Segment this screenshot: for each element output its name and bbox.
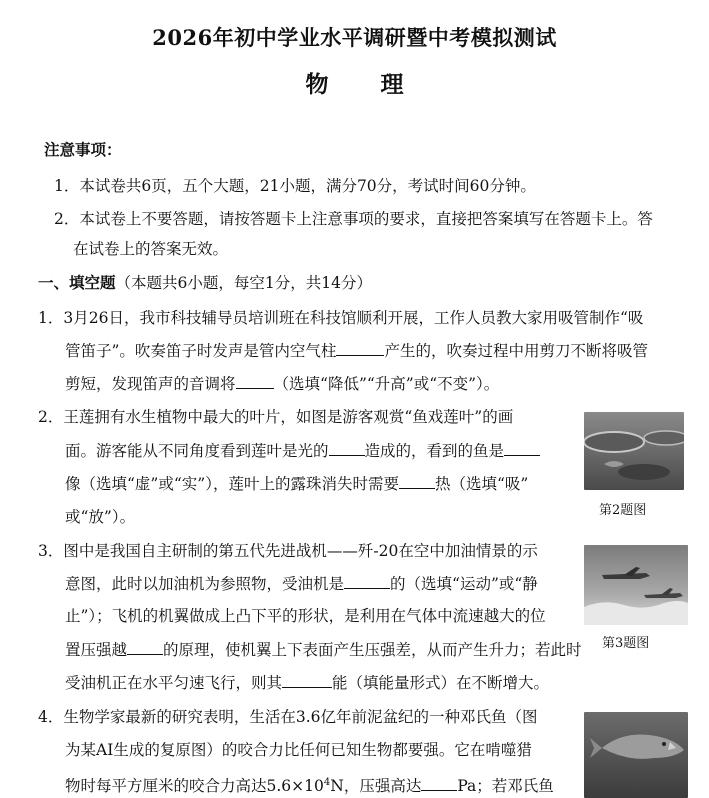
figure-3-caption: 第3题图 [602, 636, 650, 651]
q4-text: N，压强高达 [330, 777, 422, 796]
q4-text: 物时每平方厘米的咬合力高达5.6×10 [65, 777, 324, 796]
section-1-desc: （本题共6小题，每空1分，共14分） [115, 274, 372, 292]
q3-text: 受油机正在水平匀速飞行，则其 [65, 674, 283, 692]
q4-line-3 [65, 772, 554, 797]
q3-line-3: 止”）；飞机的机翼做成上凸下平的形状，是利用在气体中流速越大的位 [65, 607, 546, 625]
q1-text: 管笛子”。吹奏笛子时发声是管内空气柱 [65, 342, 337, 360]
q3-line-1: 3．图中是我国自主研制的第五代先进战机——歼-20在空中加油情景的示 [38, 542, 538, 560]
figure-2-caption: 第2题图 [599, 503, 647, 518]
notes-item-2-line-1: 2．本试卷上不要答题，请按答题卡上注意事项的要求，直接把答案填写在答题卡上。答 [54, 210, 653, 228]
answer-blank[interactable] [336, 339, 384, 356]
q1-line-3 [65, 372, 499, 395]
q4-text: Pa；若邓氏鱼 [457, 777, 554, 796]
q2-text: 像（选填“虚”或“实”），莲叶上的露珠消失时需要 [65, 475, 399, 493]
answer-blank[interactable] [421, 774, 457, 791]
q1-line-2 [65, 339, 648, 362]
q3-line-4 [65, 638, 582, 661]
answer-blank[interactable] [127, 638, 163, 655]
q1-text: 剪短，发现笛声的音调将 [65, 375, 236, 393]
q2-text: 热（选填“吸” [434, 475, 529, 493]
q3-line-5 [65, 671, 549, 694]
answer-blank[interactable] [504, 439, 540, 456]
q3-text: 能（填能量形式）在不断增大。 [332, 674, 550, 692]
answer-blank[interactable] [399, 472, 435, 489]
q2-line-1: 2．王莲拥有水生植物中最大的叶片，如图是游客观赏“鱼戏莲叶”的画 [38, 408, 514, 426]
section-1-heading: 一、填空题 [38, 273, 116, 292]
q3-text: 意图，此时以加油机为参照物，受油机是 [65, 575, 345, 593]
exam-title: 2026年初中学业水平调研暨中考模拟测试 [152, 25, 557, 50]
q4-line-2: 为某AI生成的复原图）的咬合力比任何已知生物都要强。它在啃噬猎 [65, 741, 532, 759]
answer-blank[interactable] [344, 572, 390, 589]
notes-heading: 注意事项： [44, 140, 122, 159]
section-1-heading-row [38, 272, 372, 294]
lotus-leaf-photo [584, 412, 684, 490]
q1-line-1: 1．3月26日，我市科技辅导员培训班在科技馆顺利开展，工作人员教大家用吸管制作“吸 [38, 309, 644, 327]
q2-text: 面。游客能从不同角度看到莲叶是光的 [65, 442, 329, 460]
q3-text: 的原理，使机翼上下表面产生压强差，从而产生升力；若此时 [163, 641, 582, 659]
q2-line-3 [65, 472, 528, 495]
j20-refueling-photo [584, 545, 688, 625]
answer-blank[interactable] [236, 372, 274, 389]
q1-text: 产生的，吹奏过程中用剪刀不断将吸管 [384, 342, 648, 360]
notes-item-1: 1．本试卷共6页，五个大题，21小题，满分70分，考试时间60分钟。 [54, 177, 536, 195]
q1-text: （选填“降低”“升高”或“不变”）。 [273, 375, 500, 393]
q3-text: 的（选填“运动”或“静 [390, 575, 538, 593]
answer-blank[interactable] [282, 671, 332, 688]
exam-subject: 物 理 [305, 71, 426, 98]
q4-line-1: 4．生物学家最新的研究表明，生活在3.6亿年前泥盆纪的一种邓氏鱼（图 [38, 708, 538, 726]
q4-exponent: 4 [323, 777, 331, 788]
q3-line-2 [65, 572, 538, 595]
notes-item-2-line-2: 在试卷上的答案无效。 [73, 240, 229, 258]
q3-text: 置压强越 [65, 641, 128, 659]
answer-blank[interactable] [329, 439, 365, 456]
q2-line-2 [65, 439, 540, 462]
q2-line-4: 或“放”）。 [65, 508, 136, 526]
q2-text: 造成的，看到的鱼是 [364, 442, 505, 460]
dunkleosteus-photo [584, 712, 688, 798]
